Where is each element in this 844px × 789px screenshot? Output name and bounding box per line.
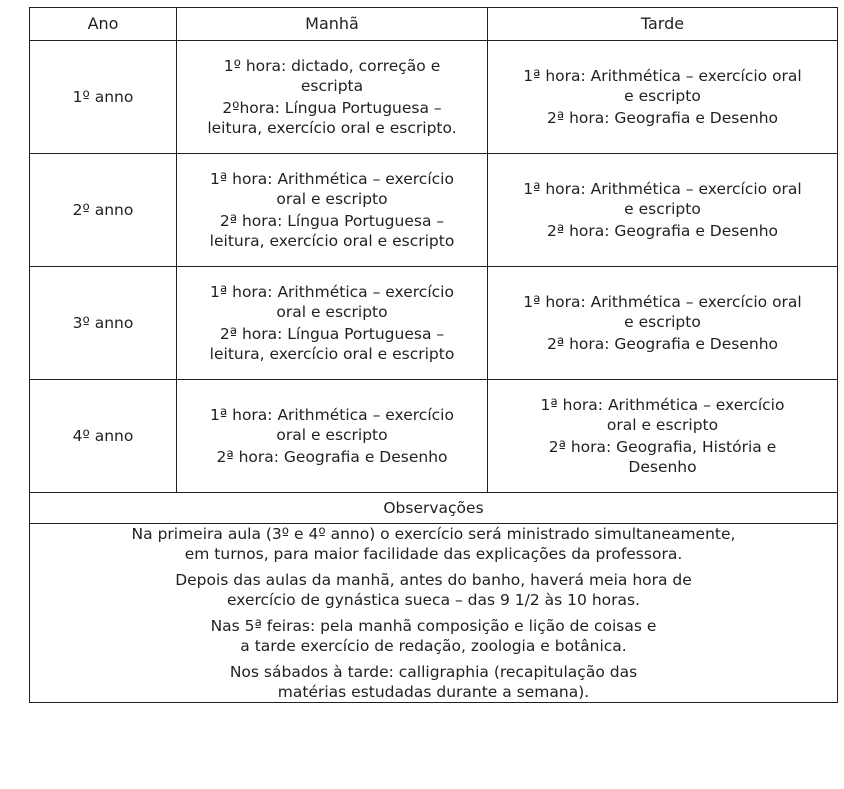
- lesson-line: 1ª hora: Arithmética – exercício oral: [523, 293, 802, 311]
- table-row: [30, 41, 838, 154]
- lesson-line: 2ª hora: Geografia e Desenho: [546, 222, 779, 240]
- observation-paragraph: [35, 616, 832, 656]
- lesson-line: 2ª hora: Geografia e Desenho: [216, 448, 448, 466]
- ano-cell: 4º anno: [30, 380, 177, 493]
- table-row: [30, 380, 838, 493]
- lesson-line: 1ª hora: Arithmética – exercício: [210, 283, 454, 301]
- lesson-entry: [182, 324, 482, 364]
- lesson-line: oral e escripto: [276, 426, 388, 444]
- lesson-entry: [493, 395, 832, 435]
- observations-title-row: [30, 493, 838, 524]
- tarde-cell: [488, 380, 838, 493]
- observation-line: a tarde exercício de redação, zoologia e botânica.: [240, 637, 627, 655]
- lesson-line: 1ª hora: Arithmética – exercício oral: [523, 180, 802, 198]
- lesson-line: 2ª hora: Geografia e Desenho: [546, 335, 779, 353]
- header-tarde: Tarde: [488, 8, 838, 41]
- lesson-line: oral e escripto: [276, 303, 388, 321]
- lesson-entry: [493, 108, 832, 128]
- lesson-entry: [493, 334, 832, 354]
- lesson-entry: [493, 221, 832, 241]
- lesson-entry: [493, 179, 832, 219]
- tarde-cell: [488, 154, 838, 267]
- lesson-entry: [182, 282, 482, 322]
- observation-line: Na primeira aula (3º e 4º anno) o exercício será ministrado simultaneamente,: [131, 525, 736, 543]
- lesson-line: 1ª hora: Arithmética – exercício: [540, 396, 785, 414]
- lesson-line: 2ª hora: Língua Portuguesa –: [219, 212, 445, 230]
- lesson-line: 2ª hora: Geografia, História e: [548, 438, 777, 456]
- lesson-entry: [182, 211, 482, 251]
- observations-title: Observações: [30, 493, 838, 524]
- manha-cell: [177, 267, 488, 380]
- tarde-cell: [488, 41, 838, 154]
- tarde-cell: [488, 267, 838, 380]
- header-ano: Ano: [30, 8, 177, 41]
- observation-line: Nos sábados à tarde: calligraphia (recapitulação das: [229, 663, 638, 681]
- observation-paragraph: [35, 570, 832, 610]
- lesson-line: e escripto: [624, 87, 701, 105]
- observation-paragraph: [35, 524, 832, 564]
- ano-cell: 1º anno: [30, 41, 177, 154]
- manha-cell: [177, 41, 488, 154]
- lesson-entry: [493, 292, 832, 332]
- lesson-line: e escripto: [624, 200, 701, 218]
- ano-cell: 3º anno: [30, 267, 177, 380]
- observation-line: Nas 5ª feiras: pela manhã composição e lição de coisas e: [210, 617, 657, 635]
- lesson-line: leitura, exercício oral e escripto: [209, 345, 455, 363]
- ano-cell: 2º anno: [30, 154, 177, 267]
- lesson-line: 1ª hora: Arithmética – exercício: [210, 170, 454, 188]
- lesson-line: Desenho: [628, 458, 697, 476]
- observations-body: [30, 524, 838, 703]
- lesson-entry: [182, 405, 482, 445]
- observation-line: Depois das aulas da manhã, antes do banho, haverá meia hora de: [175, 571, 692, 589]
- schedule-table: [29, 7, 838, 703]
- observation-paragraph: [35, 662, 832, 702]
- lesson-entry: [493, 437, 832, 477]
- lesson-line: 1ª hora: Arithmética – exercício: [210, 406, 454, 424]
- lesson-entry: [493, 66, 832, 106]
- lesson-line: 2ª hora: Língua Portuguesa –: [219, 325, 445, 343]
- lesson-line: 2ºhora: Língua Portuguesa –: [222, 99, 442, 117]
- observation-line: exercício de gynástica sueca – das 9 1/2 às 10 horas.: [226, 591, 641, 609]
- lesson-line: oral e escripto: [276, 190, 388, 208]
- observation-line: matérias estudadas durante a semana).: [277, 683, 590, 701]
- observation-line: em turnos, para maior facilidade das explicações da professora.: [184, 545, 683, 563]
- lesson-line: escripta: [300, 77, 364, 95]
- lesson-line: leitura, exercício oral e escripto: [209, 232, 455, 250]
- lesson-line: 2ª hora: Geografia e Desenho: [546, 109, 779, 127]
- manha-cell: [177, 380, 488, 493]
- lesson-entry: [182, 98, 482, 138]
- table-row: [30, 154, 838, 267]
- header-manha: Manhã: [177, 8, 488, 41]
- lesson-line: oral e escripto: [606, 416, 719, 434]
- manha-cell: [177, 154, 488, 267]
- observations-body-row: [30, 524, 838, 703]
- lesson-entry: [182, 169, 482, 209]
- lesson-line: 1ª hora: Arithmética – exercício oral: [523, 67, 802, 85]
- lesson-entry: [182, 56, 482, 96]
- header-row: [30, 8, 838, 41]
- lesson-line: leitura, exercício oral e escripto.: [207, 119, 457, 137]
- lesson-line: 1º hora: dictado, correção e: [223, 57, 441, 75]
- table-row: [30, 267, 838, 380]
- lesson-entry: [182, 447, 482, 467]
- lesson-line: e escripto: [624, 313, 701, 331]
